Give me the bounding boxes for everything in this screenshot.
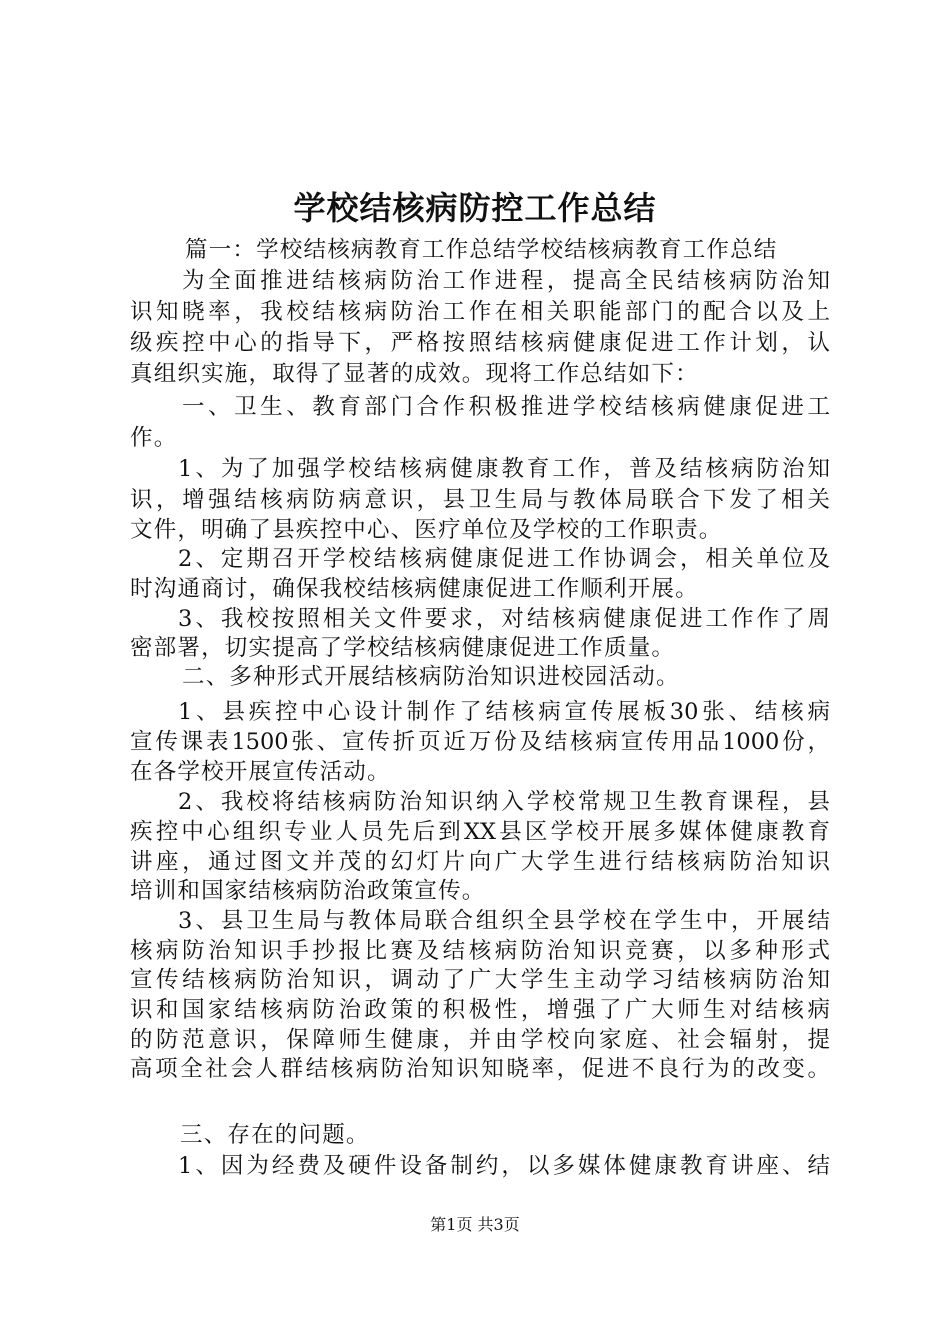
paragraph-line: 讲座，通过图文并茂的幻灯片向广大学生进行结核病防治知识 — [130, 849, 830, 875]
paragraph-line: 级疾控中心的指导下，严格按照结核病健康促进工作计划，认 — [130, 330, 830, 356]
paragraph-line: 识知晓率，我校结核病防治工作在相关职能部门的配合以及上 — [130, 299, 830, 325]
paragraph-line: 作。 — [130, 425, 178, 451]
section-heading: 二、多种形式开展结核病防治知识进校园活动。 — [182, 664, 680, 690]
paragraph-line: 宣传课表1500张、宣传折页近万份及结核病宣传用品1000份， — [130, 729, 830, 755]
paragraph-line: 真组织实施，取得了显著的成效。现将工作总结如下： — [130, 361, 699, 387]
paragraph-line: 文件，明确了县疾控中心、医疗单位及学校的工作职责。 — [130, 517, 723, 543]
paragraph-line: 识和国家结核病防治政策的积极性，增强了广大师生对结核病 — [130, 997, 830, 1023]
paragraph-line: 高项全社会人群结核病防治知识知晓率，促进不良行为的改变。 — [130, 1056, 830, 1082]
paragraph-line: 为全面推进结核病防治工作进程，提高全民结核病防治知 — [182, 268, 830, 294]
page-footer: 第1页 共3页 — [430, 1215, 520, 1234]
paragraph-line: 识，增强结核病防病意识，县卫生局与教体局联合下发了相关 — [130, 487, 830, 513]
paragraph-line: 2、我校将结核病防治知识纳入学校常规卫生教育课程，县 — [178, 789, 830, 815]
paragraph-line: 3、我校按照相关文件要求，对结核病健康促进工作作了周 — [178, 606, 830, 632]
paragraph-line: 培训和国家结核病防治政策宣传。 — [130, 878, 486, 904]
paragraph-line: 宣传结核病防治知识，调动了广大学生主动学习结核病防治知 — [130, 967, 830, 993]
section-heading: 三、存在的问题。 — [180, 1122, 370, 1148]
document-title: 学校结核病防控工作总结 — [293, 189, 657, 227]
paragraph-line: 的防范意识，保障师生健康，并由学校向家庭、社会辐射，提 — [130, 1027, 830, 1053]
section-heading: 一、卫生、教育部门合作积极推进学校结核病健康促进工 — [182, 394, 830, 420]
paragraph-line: 疾控中心组织专业人员先后到XX县区学校开展多媒体健康教育 — [130, 819, 830, 845]
paragraph-line: 在各学校开展宣传活动。 — [130, 759, 391, 785]
paragraph-line: 3、县卫生局与教体局联合组织全县学校在学生中，开展结 — [178, 908, 830, 934]
paragraph-line: 2、定期召开学校结核病健康促进工作协调会，相关单位及 — [178, 546, 830, 572]
paragraph-line: 篇一：学校结核病教育工作总结学校结核病教育工作总结 — [185, 237, 778, 263]
paragraph-line: 密部署，切实提高了学校结核病健康促进工作质量。 — [130, 635, 676, 661]
paragraph-line: 时沟通商讨，确保我校结核病健康促进工作顺利开展。 — [130, 576, 699, 602]
paragraph-line: 1、为了加强学校结核病健康教育工作，普及结核病防治知 — [178, 456, 830, 482]
paragraph-line: 1、因为经费及硬件设备制约，以多媒体健康教育讲座、结 — [178, 1153, 830, 1179]
paragraph-line: 核病防治知识手抄报比赛及结核病防治知识竞赛，以多种形式 — [130, 938, 830, 964]
paragraph-line: 1、县疾控中心设计制作了结核病宣传展板30张、结核病 — [178, 699, 830, 725]
